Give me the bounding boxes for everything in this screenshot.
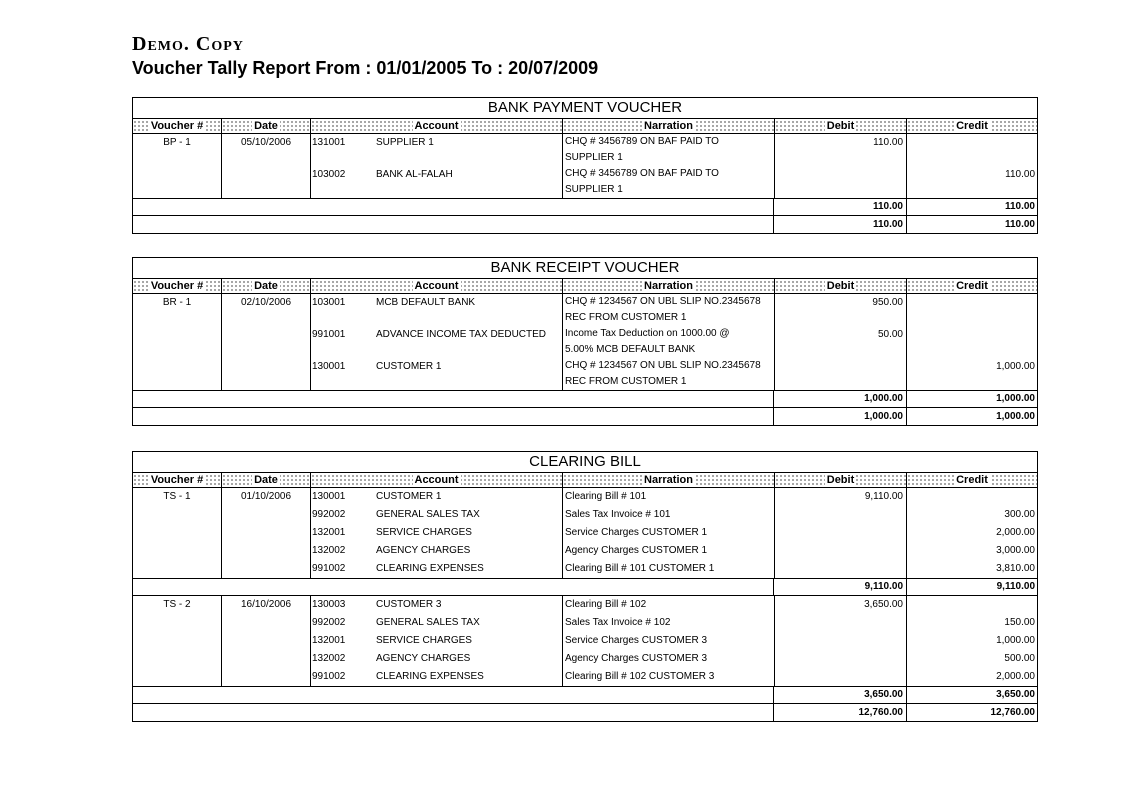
grand-total-credit: 110.00 xyxy=(906,216,1037,233)
table-row xyxy=(310,488,1037,506)
credit-amount xyxy=(906,326,1037,358)
voucher-section xyxy=(132,451,1038,722)
account-code: 991002 xyxy=(310,560,374,578)
voucher-number: TS - 1 xyxy=(163,491,191,502)
narration-line: SUPPLIER 1 xyxy=(565,184,623,195)
narration-line: 5.00% MCB DEFAULT BANK xyxy=(565,344,696,355)
column-header-label: Voucher # xyxy=(150,474,204,486)
column-header-label: Voucher # xyxy=(150,120,204,132)
table-row xyxy=(310,326,1037,358)
column-header-voucher xyxy=(133,473,221,487)
section-title: BANK PAYMENT VOUCHER xyxy=(133,98,1037,119)
grand-total-row xyxy=(133,216,1037,233)
voucher-lines xyxy=(310,134,1037,198)
voucher-total-row xyxy=(133,199,1037,216)
column-header-voucher xyxy=(133,119,221,133)
account-code: 132001 xyxy=(310,632,374,650)
narration-cell xyxy=(562,632,774,650)
debit-amount xyxy=(774,542,906,560)
table-row xyxy=(310,668,1037,686)
voucher-group xyxy=(133,596,1037,687)
account-code: 132002 xyxy=(310,650,374,668)
narration-line: REC FROM CUSTOMER 1 xyxy=(565,376,687,387)
table-row xyxy=(310,134,1037,166)
column-header-label: Debit xyxy=(826,474,855,486)
total-debit: 3,650.00 xyxy=(773,687,906,703)
table-row xyxy=(310,506,1037,524)
column-header-label: Credit xyxy=(956,120,988,132)
grand-total-row xyxy=(133,408,1037,425)
narration-cell xyxy=(562,326,774,358)
narration-line: Income Tax Deduction on 1000.00 @ xyxy=(565,328,730,339)
narration-cell xyxy=(562,488,774,506)
voucher-group xyxy=(133,488,1037,579)
column-header-credit xyxy=(906,119,1037,133)
debit-amount: 950.00 xyxy=(774,294,906,326)
voucher-section xyxy=(132,97,1038,234)
narration-cell xyxy=(562,134,774,166)
narration-cell xyxy=(562,650,774,668)
table-row xyxy=(310,542,1037,560)
voucher-total-row xyxy=(133,579,1037,596)
grand-total-row xyxy=(133,704,1037,721)
narration-line: Clearing Bill # 102 CUSTOMER 3 xyxy=(565,671,715,682)
account-name: SERVICE CHARGES xyxy=(376,635,472,646)
credit-amount: 3,810.00 xyxy=(906,560,1037,578)
grand-total-debit: 12,760.00 xyxy=(773,704,906,721)
account-code: 992002 xyxy=(310,614,374,632)
column-header-credit xyxy=(906,473,1037,487)
voucher-date: 01/10/2006 xyxy=(221,488,310,578)
grand-total-debit: 110.00 xyxy=(773,216,906,233)
column-header-label: Date xyxy=(254,474,278,486)
total-spacer xyxy=(133,391,773,407)
account-code: 103002 xyxy=(310,166,374,198)
table-row xyxy=(310,596,1037,614)
column-header-row xyxy=(133,119,1037,134)
voucher-number: BP - 1 xyxy=(163,137,191,148)
credit-amount: 2,000.00 xyxy=(906,668,1037,686)
column-header-credit xyxy=(906,279,1037,293)
voucher-number: TS - 2 xyxy=(163,599,191,610)
column-header-narration xyxy=(562,279,774,293)
narration-cell xyxy=(562,668,774,686)
account-name: GENERAL SALES TAX xyxy=(376,509,480,520)
total-spacer xyxy=(133,199,773,215)
demo-copy-label: Demo. Copy xyxy=(132,33,244,55)
debit-amount xyxy=(774,524,906,542)
account-name: ADVANCE INCOME TAX DEDUCTED xyxy=(376,329,547,340)
account-name: CLEARING EXPENSES xyxy=(376,563,484,574)
column-header-label: Credit xyxy=(956,474,988,486)
column-header-label: Voucher # xyxy=(150,280,204,292)
credit-amount: 150.00 xyxy=(906,614,1037,632)
column-header-voucher xyxy=(133,279,221,293)
account-code: 131001 xyxy=(310,134,374,166)
narration-line: CHQ # 1234567 ON UBL SLIP NO.2345678 xyxy=(565,360,761,371)
credit-amount: 1,000.00 xyxy=(906,358,1037,390)
column-header-row xyxy=(133,473,1037,488)
column-header-label: Debit xyxy=(826,280,855,292)
debit-amount xyxy=(774,632,906,650)
voucher-total-row xyxy=(133,391,1037,408)
narration-cell xyxy=(562,524,774,542)
debit-amount xyxy=(774,614,906,632)
narration-line: CHQ # 3456789 ON BAF PAID TO xyxy=(565,136,719,147)
debit-amount xyxy=(774,358,906,390)
voucher-total-row xyxy=(133,687,1037,704)
total-spacer xyxy=(133,579,773,595)
credit-amount: 300.00 xyxy=(906,506,1037,524)
column-header-label: Narration xyxy=(644,120,693,132)
total-credit: 110.00 xyxy=(906,199,1037,215)
credit-amount: 3,000.00 xyxy=(906,542,1037,560)
voucher-lines xyxy=(310,596,1037,686)
account-code: 991001 xyxy=(310,326,374,358)
narration-line: SUPPLIER 1 xyxy=(565,152,623,163)
debit-amount: 50.00 xyxy=(774,326,906,358)
total-debit: 110.00 xyxy=(773,199,906,215)
debit-amount: 3,650.00 xyxy=(774,596,906,614)
table-row xyxy=(310,358,1037,390)
narration-line: Sales Tax Invoice # 101 xyxy=(565,509,671,520)
voucher-lines xyxy=(310,294,1037,390)
debit-amount: 9,110.00 xyxy=(774,488,906,506)
total-debit: 9,110.00 xyxy=(773,579,906,595)
narration-line: REC FROM CUSTOMER 1 xyxy=(565,312,687,323)
table-row xyxy=(310,560,1037,578)
voucher-date: 02/10/2006 xyxy=(221,294,310,390)
narration-line: Agency Charges CUSTOMER 1 xyxy=(565,545,708,556)
narration-line: Clearing Bill # 101 xyxy=(565,491,647,502)
account-name: AGENCY CHARGES xyxy=(376,653,471,664)
account-name: CUSTOMER 1 xyxy=(376,361,442,372)
account-code: 130001 xyxy=(310,488,374,506)
account-name: CUSTOMER 1 xyxy=(376,491,442,502)
credit-amount: 500.00 xyxy=(906,650,1037,668)
column-header-debit xyxy=(774,279,906,293)
narration-line: CHQ # 1234567 ON UBL SLIP NO.2345678 xyxy=(565,296,761,307)
total-spacer xyxy=(133,704,773,721)
table-row xyxy=(310,524,1037,542)
debit-amount xyxy=(774,560,906,578)
column-header-label: Debit xyxy=(826,120,855,132)
credit-amount xyxy=(906,134,1037,166)
account-name: CLEARING EXPENSES xyxy=(376,671,484,682)
voucher-date: 16/10/2006 xyxy=(221,596,310,686)
credit-amount xyxy=(906,488,1037,506)
debit-amount: 110.00 xyxy=(774,134,906,166)
total-credit: 1,000.00 xyxy=(906,391,1037,407)
column-header-date xyxy=(221,279,310,293)
narration-cell xyxy=(562,560,774,578)
column-header-date xyxy=(221,119,310,133)
account-code: 992002 xyxy=(310,506,374,524)
column-header-account xyxy=(310,473,562,487)
credit-amount xyxy=(906,294,1037,326)
voucher-group xyxy=(133,294,1037,391)
section-title: BANK RECEIPT VOUCHER xyxy=(133,258,1037,279)
narration-line: Sales Tax Invoice # 102 xyxy=(565,617,671,628)
column-header-debit xyxy=(774,119,906,133)
narration-cell xyxy=(562,166,774,198)
table-row xyxy=(310,294,1037,326)
column-header-label: Account xyxy=(414,280,459,292)
account-name: MCB DEFAULT BANK xyxy=(376,297,476,308)
narration-cell xyxy=(562,506,774,524)
account-code: 991002 xyxy=(310,668,374,686)
narration-cell xyxy=(562,596,774,614)
table-row xyxy=(310,614,1037,632)
column-header-label: Date xyxy=(254,120,278,132)
account-code: 132002 xyxy=(310,542,374,560)
total-spacer xyxy=(133,687,773,703)
narration-line: Clearing Bill # 102 xyxy=(565,599,647,610)
grand-total-credit: 12,760.00 xyxy=(906,704,1037,721)
account-name: SERVICE CHARGES xyxy=(376,527,472,538)
column-header-label: Narration xyxy=(644,474,693,486)
account-name: GENERAL SALES TAX xyxy=(376,617,480,628)
total-spacer xyxy=(133,408,773,425)
account-code: 130001 xyxy=(310,358,374,390)
table-row xyxy=(310,632,1037,650)
debit-amount xyxy=(774,650,906,668)
column-header-account xyxy=(310,119,562,133)
debit-amount xyxy=(774,506,906,524)
credit-amount: 1,000.00 xyxy=(906,632,1037,650)
narration-line: Agency Charges CUSTOMER 3 xyxy=(565,653,708,664)
narration-line: Service Charges CUSTOMER 1 xyxy=(565,527,708,538)
credit-amount xyxy=(906,596,1037,614)
debit-amount xyxy=(774,166,906,198)
account-name: BANK AL-FALAH xyxy=(376,169,453,180)
account-code: 103001 xyxy=(310,294,374,326)
narration-line: CHQ # 3456789 ON BAF PAID TO xyxy=(565,168,719,179)
debit-amount xyxy=(774,668,906,686)
section-title: CLEARING BILL xyxy=(133,452,1037,473)
account-name: CUSTOMER 3 xyxy=(376,599,442,610)
table-row xyxy=(310,650,1037,668)
narration-cell xyxy=(562,294,774,326)
voucher-date: 05/10/2006 xyxy=(221,134,310,198)
credit-amount: 110.00 xyxy=(906,166,1037,198)
narration-line: Service Charges CUSTOMER 3 xyxy=(565,635,708,646)
column-header-label: Credit xyxy=(956,280,988,292)
column-header-label: Account xyxy=(414,474,459,486)
account-code: 130003 xyxy=(310,596,374,614)
total-credit: 9,110.00 xyxy=(906,579,1037,595)
total-debit: 1,000.00 xyxy=(773,391,906,407)
table-row xyxy=(310,166,1037,198)
narration-cell xyxy=(562,614,774,632)
column-header-date xyxy=(221,473,310,487)
column-header-debit xyxy=(774,473,906,487)
voucher-group xyxy=(133,134,1037,199)
voucher-lines xyxy=(310,488,1037,578)
narration-cell xyxy=(562,542,774,560)
credit-amount: 2,000.00 xyxy=(906,524,1037,542)
total-credit: 3,650.00 xyxy=(906,687,1037,703)
account-name: SUPPLIER 1 xyxy=(376,137,434,148)
voucher-number: BR - 1 xyxy=(162,297,192,308)
column-header-label: Account xyxy=(414,120,459,132)
account-code: 132001 xyxy=(310,524,374,542)
report-title: Voucher Tally Report From : 01/01/2005 To : 20/07/2009 xyxy=(132,58,599,78)
grand-total-debit: 1,000.00 xyxy=(773,408,906,425)
column-header-narration xyxy=(562,119,774,133)
column-header-row xyxy=(133,279,1037,294)
column-header-label: Narration xyxy=(644,280,693,292)
column-header-account xyxy=(310,279,562,293)
account-name: AGENCY CHARGES xyxy=(376,545,471,556)
narration-line: Clearing Bill # 101 CUSTOMER 1 xyxy=(565,563,715,574)
grand-total-credit: 1,000.00 xyxy=(906,408,1037,425)
voucher-section xyxy=(132,257,1038,426)
column-header-narration xyxy=(562,473,774,487)
column-header-label: Date xyxy=(254,280,278,292)
narration-cell xyxy=(562,358,774,390)
total-spacer xyxy=(133,216,773,233)
